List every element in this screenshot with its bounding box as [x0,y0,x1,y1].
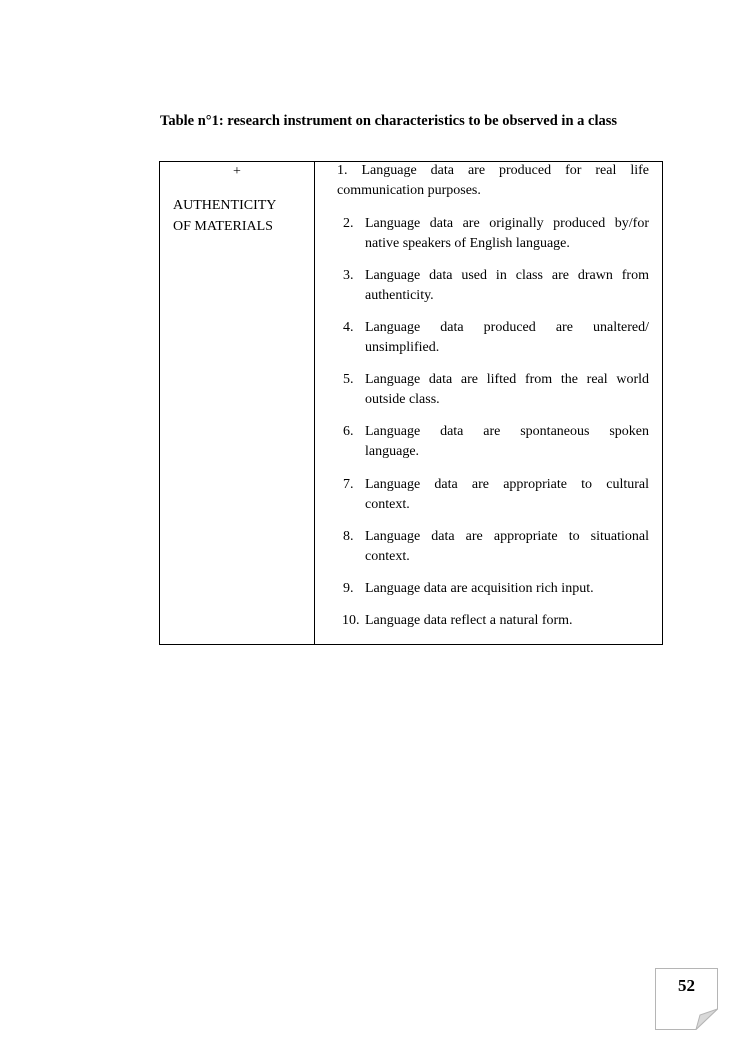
item-number: 5. [343,372,354,387]
item-line1: Language data produced are unaltered/ [365,320,649,335]
characteristics-cell [315,162,663,644]
item-text [365,370,649,410]
category-label [173,195,276,237]
item-text [365,318,649,358]
item-number: 10. [342,613,360,628]
characteristic-1-line2: communication purposes. [337,183,481,198]
item-line2: authenticity. [365,288,434,303]
item-line1: Language data are originally produced by/for [365,216,649,231]
item-number: 3. [343,268,354,283]
item-number: 2. [343,216,354,231]
item-line2: unsimplified. [365,340,440,355]
characteristic-item-1 [337,161,649,201]
research-instrument-table [159,161,663,645]
item-text [365,475,649,515]
item-line2: context. [365,549,410,564]
item-text [365,579,649,599]
category-label-line1: AUTHENTICITY [173,198,277,213]
item-text [365,611,649,631]
item-text [365,527,649,567]
item-line1: Language data are appropriate to situational [365,529,649,544]
characteristic-1-line1: 1. Language data are produced for real life [337,163,649,178]
item-line1: Language data used in class are drawn from [365,268,649,283]
item-line1: Language data are spontaneous spoken [365,424,649,439]
category-label-line2: OF MATERIALS [173,219,273,234]
item-text [365,422,649,462]
item-number: 9. [343,581,354,596]
item-line2: context. [365,497,410,512]
table-caption: Table n°1: research instrument on characteristics to be observed in a class [160,113,618,129]
item-line2: native speakers of English language. [365,236,570,251]
page-number: 52 [678,976,695,995]
item-line2: outside class. [365,392,440,407]
item-number: 4. [343,320,354,335]
item-line2: language. [365,444,420,459]
item-number: 7. [343,477,354,492]
item-line1: Language data are appropriate to cultural [365,477,649,492]
item-line1: Language data are lifted from the real world [365,372,649,387]
item-number: 6. [343,424,354,439]
item-text [365,214,649,254]
category-marker: + [233,164,241,179]
item-line1: Language data reflect a natural form. [365,613,573,628]
page-number-box [655,968,718,1030]
item-number: 8. [343,529,354,544]
item-line1: Language data are acquisition rich input. [365,581,594,596]
item-text [365,266,649,306]
